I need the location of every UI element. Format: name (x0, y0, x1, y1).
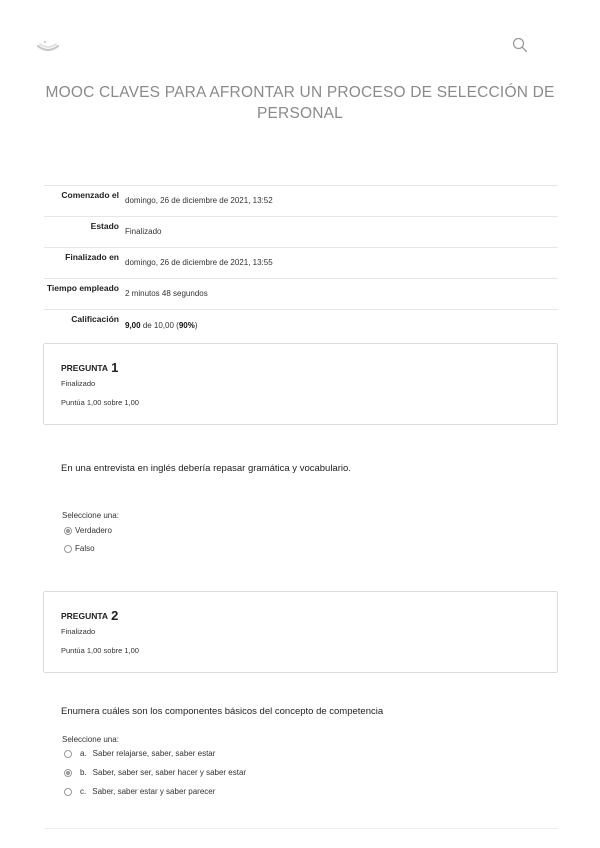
radio-button[interactable] (64, 545, 72, 553)
answer-option[interactable] (64, 544, 95, 553)
logo-icon[interactable] (36, 37, 60, 55)
page-title: MOOC CLAVES PARA AFRONTAR UN PROCESO DE SELECCIÓN DE PERSONAL (45, 84, 555, 122)
section-divider (44, 828, 558, 829)
question-prefix: PREGUNTA (61, 363, 109, 373)
summary-row-started (44, 186, 558, 217)
question-heading (61, 359, 118, 374)
grade-close: ) (194, 321, 198, 330)
summary-row-finished (44, 248, 558, 279)
question-grade: Puntúa 1,00 sobre 1,00 (61, 646, 139, 655)
select-one-label: Seleccione una: (62, 511, 119, 520)
option-label: Saber, saber estar y saber parecer (92, 787, 216, 796)
question-heading (61, 607, 118, 622)
radio-button[interactable] (64, 788, 72, 796)
summary-label: Calificación (71, 314, 119, 324)
question-state: Finalizado (61, 379, 96, 388)
summary-row-grade (44, 310, 558, 340)
summary-row-time-taken (44, 279, 558, 310)
question-grade: Puntúa 1,00 sobre 1,00 (61, 398, 139, 407)
radio-button-checked[interactable] (64, 527, 72, 535)
summary-label: Tiempo empleado (46, 283, 119, 293)
option-letter: a. (80, 749, 87, 758)
search-icon[interactable] (512, 37, 528, 53)
option-label: Saber, saber ser, saber hacer y saber estar (92, 768, 247, 777)
select-one-label: Seleccione una: (62, 735, 119, 744)
question-text: En una entrevista en inglés debería repasar gramática y vocabulario. (61, 463, 351, 474)
grade-percent: 90% (178, 321, 195, 330)
summary-row-state (44, 217, 558, 248)
answer-option[interactable] (64, 787, 215, 796)
option-label: Falso (75, 544, 95, 553)
summary-value: domingo, 26 de diciembre de 2021, 13:52 (125, 196, 273, 205)
summary-label: Finalizado en (65, 252, 119, 262)
question-prefix: PREGUNTA (61, 611, 109, 621)
summary-value: 2 minutos 48 segundos (125, 289, 208, 298)
grade-of-text: de 10,00 ( (142, 321, 179, 330)
answer-option[interactable] (64, 768, 246, 777)
grade-score: 9,00 (125, 321, 141, 330)
summary-value: Finalizado (125, 227, 162, 236)
question-number: 2 (111, 608, 119, 623)
radio-button[interactable] (64, 750, 72, 758)
question-text: Enumera cuáles son los componentes básicos del concepto de competencia (61, 706, 384, 717)
summary-label: Estado (90, 221, 119, 231)
summary-value: domingo, 26 de diciembre de 2021, 13:55 (125, 258, 273, 267)
question-number: 1 (111, 360, 119, 375)
option-letter: c. (80, 787, 87, 796)
answer-option[interactable] (64, 526, 112, 535)
radio-button-checked[interactable] (64, 769, 72, 777)
summary-label: Comenzado el (61, 190, 119, 200)
attempt-summary-table (44, 185, 558, 340)
question-info-card (43, 343, 558, 425)
question-info-card (43, 591, 558, 673)
answer-option[interactable] (64, 749, 215, 758)
page-header (0, 0, 600, 70)
grade-value (125, 321, 198, 330)
option-label: Verdadero (75, 526, 112, 535)
question-state: Finalizado (61, 627, 96, 636)
option-label: Saber relajarse, saber, saber estar (92, 749, 216, 758)
option-letter: b. (80, 768, 87, 777)
